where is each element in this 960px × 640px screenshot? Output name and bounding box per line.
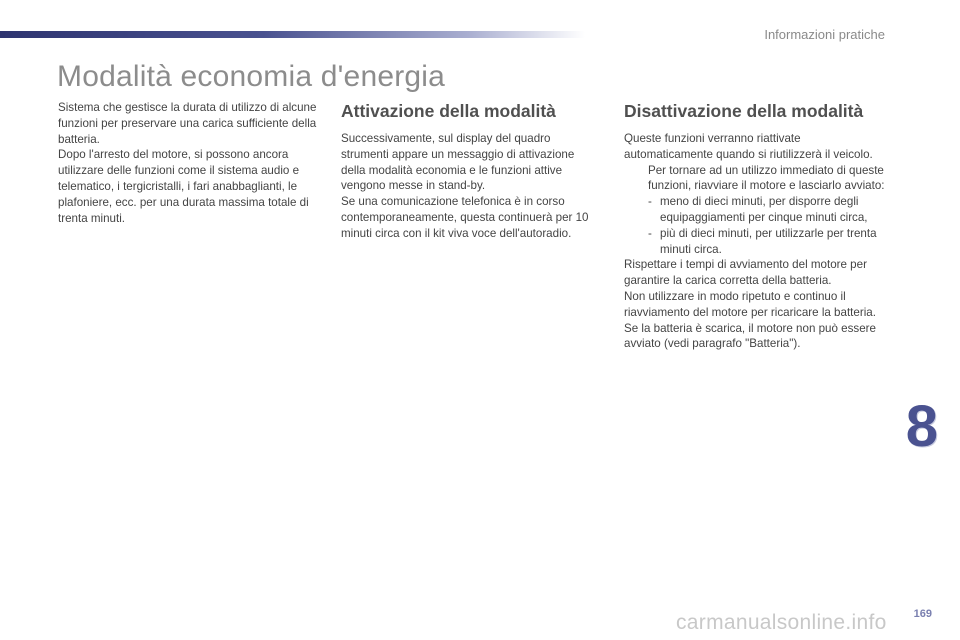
deactivation-bullet [624, 163, 888, 195]
chapter-number: 8 [905, 394, 938, 459]
intro-paragraph: Dopo l'arresto del motore, si possono ancora utilizzare delle funzioni come il sistema audio e telematico, i tergicristalli, i fari anabbaglianti, le plafoniere, ecc. per una durata massima totale di trenta minuti. [58, 148, 309, 225]
watermark: carmanualsonline.info [676, 611, 887, 634]
intro-paragraph: Sistema che gestisce la durata di utilizzo di alcune funzioni per preservare una carica sufficiente della batteria. [58, 101, 317, 146]
activation-column [341, 99, 599, 242]
page-number: 169 [913, 608, 932, 620]
activation-heading: Attivazione della modalità [341, 101, 556, 121]
deactivation-paragraph: Non utilizzare in modo ripetuto e continuo il riavviamento del motore per ricaricare la batteria. [624, 289, 876, 319]
dash-icon: - [648, 226, 652, 240]
sub-item [624, 194, 888, 226]
deactivation-column [624, 99, 888, 352]
page-title: Modalità economia d'energia [57, 60, 446, 93]
header-color-band [0, 31, 585, 38]
bullet-text: Per tornare ad un utilizzo immediato di queste funzioni, riavviare il motore e lasciarlo avviato: [648, 163, 885, 193]
section-header: Informazioni pratiche [764, 27, 885, 42]
deactivation-paragraph: Se la batteria è scarica, il motore non può essere avviato (vedi paragrafo "Batteria"). [624, 321, 876, 351]
activation-paragraph: Se una comunicazione telefonica è in corso contemporaneamente, questa continuerà per 10 minuti circa con il kit viva voce dell'autoradio. [341, 195, 589, 240]
sub-item [624, 226, 888, 258]
intro-column [58, 100, 320, 226]
deactivation-intro: Queste funzioni verranno riattivate automaticamente quando si riutilizzerà il veicolo. [624, 132, 873, 161]
sub-item-text: più di dieci minuti, per utilizzarle per trenta minuti circa. [660, 226, 877, 256]
activation-paragraph: Successivamente, sul display del quadro strumenti appare un messaggio di attivazione della modalità economia e le funzioni attive vengono messe in stand-by. [341, 132, 575, 193]
dash-icon: - [648, 195, 652, 209]
deactivation-paragraph: Rispettare i tempi di avviamento del motore per garantire la carica corretta della batteria. [624, 258, 867, 288]
sub-item-text: meno di dieci minuti, per disporre degli equipaggiamenti per cinque minuti circa, [660, 195, 868, 224]
deactivation-heading: Disattivazione della modalità [624, 101, 864, 121]
